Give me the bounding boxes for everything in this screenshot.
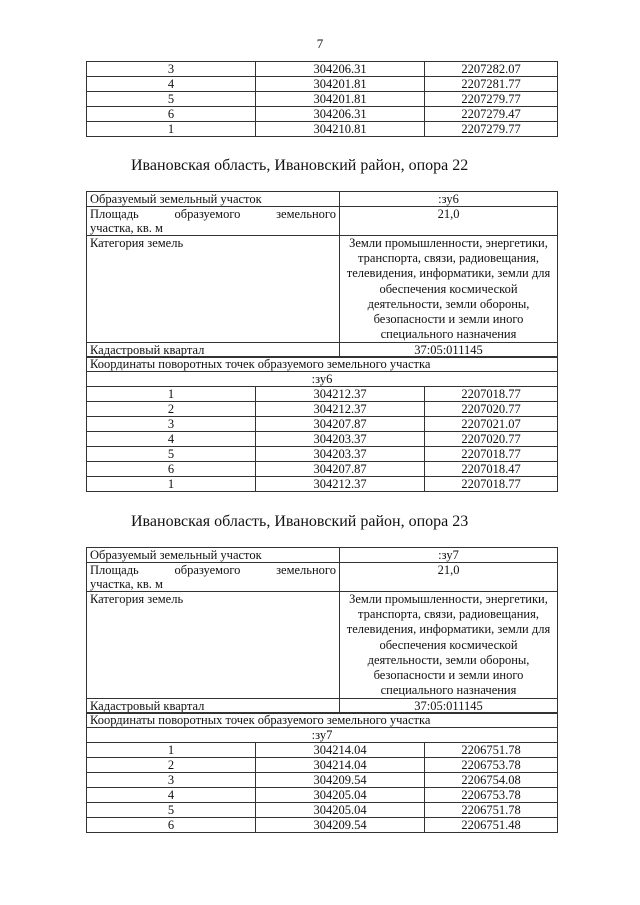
coordinates-table-opora-23 <box>86 712 558 833</box>
area-label-word: образуемого <box>174 563 241 577</box>
table-row <box>87 122 558 137</box>
plot-info-table-opora-23 <box>86 547 558 714</box>
table-row <box>87 592 558 699</box>
coord-x: 304203.37 <box>256 432 425 447</box>
category-line: деятельности, земли обороны, <box>367 652 530 667</box>
table-row <box>87 236 558 343</box>
category-line: специального назначения <box>380 683 517 698</box>
category-value <box>340 236 558 343</box>
point-number: 3 <box>87 62 256 77</box>
table-row <box>87 713 558 728</box>
coord-y: 2207282.07 <box>425 62 558 77</box>
coord-y: 2206751.78 <box>425 803 558 818</box>
category-line: безопасности и земли иного <box>373 668 524 683</box>
category-line: телевидения, информатики, земли для <box>346 622 551 637</box>
table-row <box>87 357 558 372</box>
table-row <box>87 92 558 107</box>
coord-x: 304214.04 <box>256 758 425 773</box>
area-value: 21,0 <box>340 207 558 236</box>
point-number: 1 <box>87 743 256 758</box>
table-row <box>87 207 558 236</box>
cadastral-value: 37:05:011145 <box>340 699 558 714</box>
coord-y: 2207279.47 <box>425 107 558 122</box>
coord-y: 2206753.78 <box>425 788 558 803</box>
coord-x: 304206.31 <box>256 107 425 122</box>
coord-x: 304201.81 <box>256 77 425 92</box>
coord-y: 2207020.77 <box>425 432 558 447</box>
area-label <box>87 207 340 236</box>
point-number: 5 <box>87 447 256 462</box>
table-row <box>87 758 558 773</box>
point-number: 2 <box>87 402 256 417</box>
table-row <box>87 62 558 77</box>
coord-x: 304210.81 <box>256 122 425 137</box>
coord-y: 2206754.08 <box>425 773 558 788</box>
coord-x: 304207.87 <box>256 462 425 477</box>
category-line: специального назначения <box>380 327 517 342</box>
table-row <box>87 548 558 563</box>
coord-y: 2207279.77 <box>425 122 558 137</box>
section-title-opora-22: Ивановская область, Ивановский район, опора 22 <box>131 157 469 174</box>
cadastral-value: 37:05:011145 <box>340 343 558 358</box>
coord-x: 304209.54 <box>256 818 425 833</box>
point-number: 6 <box>87 462 256 477</box>
coords-header: Координаты поворотных точек образуемого земельного участка <box>87 357 558 372</box>
coord-y: 2207021.07 <box>425 417 558 432</box>
point-number: 1 <box>87 477 256 492</box>
point-number: 1 <box>87 387 256 402</box>
coord-y: 2206753.78 <box>425 758 558 773</box>
area-label <box>87 563 340 592</box>
area-label-word: Площадь <box>90 207 139 221</box>
area-label-word: земельного <box>276 207 336 221</box>
table-row <box>87 803 558 818</box>
point-number: 4 <box>87 77 256 92</box>
cadastral-label: Кадастровый квартал <box>87 343 340 358</box>
coord-y: 2206751.48 <box>425 818 558 833</box>
coord-x: 304205.04 <box>256 788 425 803</box>
area-label-word: земельного <box>276 563 336 577</box>
category-line: обеспечения космической <box>379 281 518 296</box>
coord-y: 2207018.47 <box>425 462 558 477</box>
coord-y: 2207018.77 <box>425 447 558 462</box>
coords-header: Координаты поворотных точек образуемого земельного участка <box>87 713 558 728</box>
area-label-word: образуемого <box>174 207 241 221</box>
coord-x: 304214.04 <box>256 743 425 758</box>
category-line: безопасности и земли иного <box>373 312 524 327</box>
coord-y: 2207018.77 <box>425 477 558 492</box>
point-number: 6 <box>87 107 256 122</box>
table-row <box>87 818 558 833</box>
point-number: 5 <box>87 92 256 107</box>
point-number: 1 <box>87 122 256 137</box>
coord-x: 304206.31 <box>256 62 425 77</box>
plot-value: :зу6 <box>340 192 558 207</box>
category-line: телевидения, информатики, земли для <box>346 266 551 281</box>
page-number: 7 <box>316 36 324 51</box>
section-title-opora-23: Ивановская область, Ивановский район, опора 23 <box>131 513 469 530</box>
table-row <box>87 417 558 432</box>
point-number: 2 <box>87 758 256 773</box>
coord-x: 304205.04 <box>256 803 425 818</box>
coords-subheader: :зу6 <box>87 372 558 387</box>
table-row <box>87 372 558 387</box>
category-line: транспорта, связи, радиовещания, <box>358 607 539 622</box>
table-row <box>87 107 558 122</box>
table-row <box>87 402 558 417</box>
table-row <box>87 192 558 207</box>
coord-x: 304212.37 <box>256 402 425 417</box>
point-number: 3 <box>87 773 256 788</box>
coord-x: 304209.54 <box>256 773 425 788</box>
plot-value: :зу7 <box>340 548 558 563</box>
category-line: Земли промышленности, энергетики, <box>349 592 548 606</box>
point-number: 3 <box>87 417 256 432</box>
category-label: Категория земель <box>87 592 340 699</box>
coord-y: 2207279.77 <box>425 92 558 107</box>
category-line: Земли промышленности, энергетики, <box>349 236 548 250</box>
area-label-line2: участка, кв. м <box>90 221 163 235</box>
coord-y: 2207281.77 <box>425 77 558 92</box>
table-row <box>87 728 558 743</box>
coord-x: 304212.37 <box>256 477 425 492</box>
category-line: обеспечения космической <box>379 637 518 652</box>
cadastral-label: Кадастровый квартал <box>87 699 340 714</box>
table-row <box>87 387 558 402</box>
coord-x: 304201.81 <box>256 92 425 107</box>
point-number: 4 <box>87 432 256 447</box>
coord-x: 304203.37 <box>256 447 425 462</box>
table-row <box>87 563 558 592</box>
table-row <box>87 77 558 92</box>
plot-label: Образуемый земельный участок <box>87 548 340 563</box>
category-value <box>340 592 558 699</box>
coord-x: 304207.87 <box>256 417 425 432</box>
point-number: 6 <box>87 818 256 833</box>
coord-y: 2207018.77 <box>425 387 558 402</box>
category-line: транспорта, связи, радиовещания, <box>358 251 539 266</box>
point-number: 5 <box>87 803 256 818</box>
category-label: Категория земель <box>87 236 340 343</box>
plot-info-table-opora-22 <box>86 191 558 358</box>
table-row <box>87 477 558 492</box>
coordinates-table-opora-22 <box>86 356 558 492</box>
table-row <box>87 788 558 803</box>
coord-y: 2206751.78 <box>425 743 558 758</box>
coord-x: 304212.37 <box>256 387 425 402</box>
area-label-line2: участка, кв. м <box>90 577 163 591</box>
continued-coordinates-table <box>86 61 558 137</box>
area-value: 21,0 <box>340 563 558 592</box>
area-label-word: Площадь <box>90 563 139 577</box>
table-row <box>87 773 558 788</box>
plot-label: Образуемый земельный участок <box>87 192 340 207</box>
table-row <box>87 743 558 758</box>
point-number: 4 <box>87 788 256 803</box>
category-line: деятельности, земли обороны, <box>367 296 530 311</box>
table-row <box>87 462 558 477</box>
coords-subheader: :зу7 <box>87 728 558 743</box>
coord-y: 2207020.77 <box>425 402 558 417</box>
table-row <box>87 447 558 462</box>
table-row <box>87 432 558 447</box>
